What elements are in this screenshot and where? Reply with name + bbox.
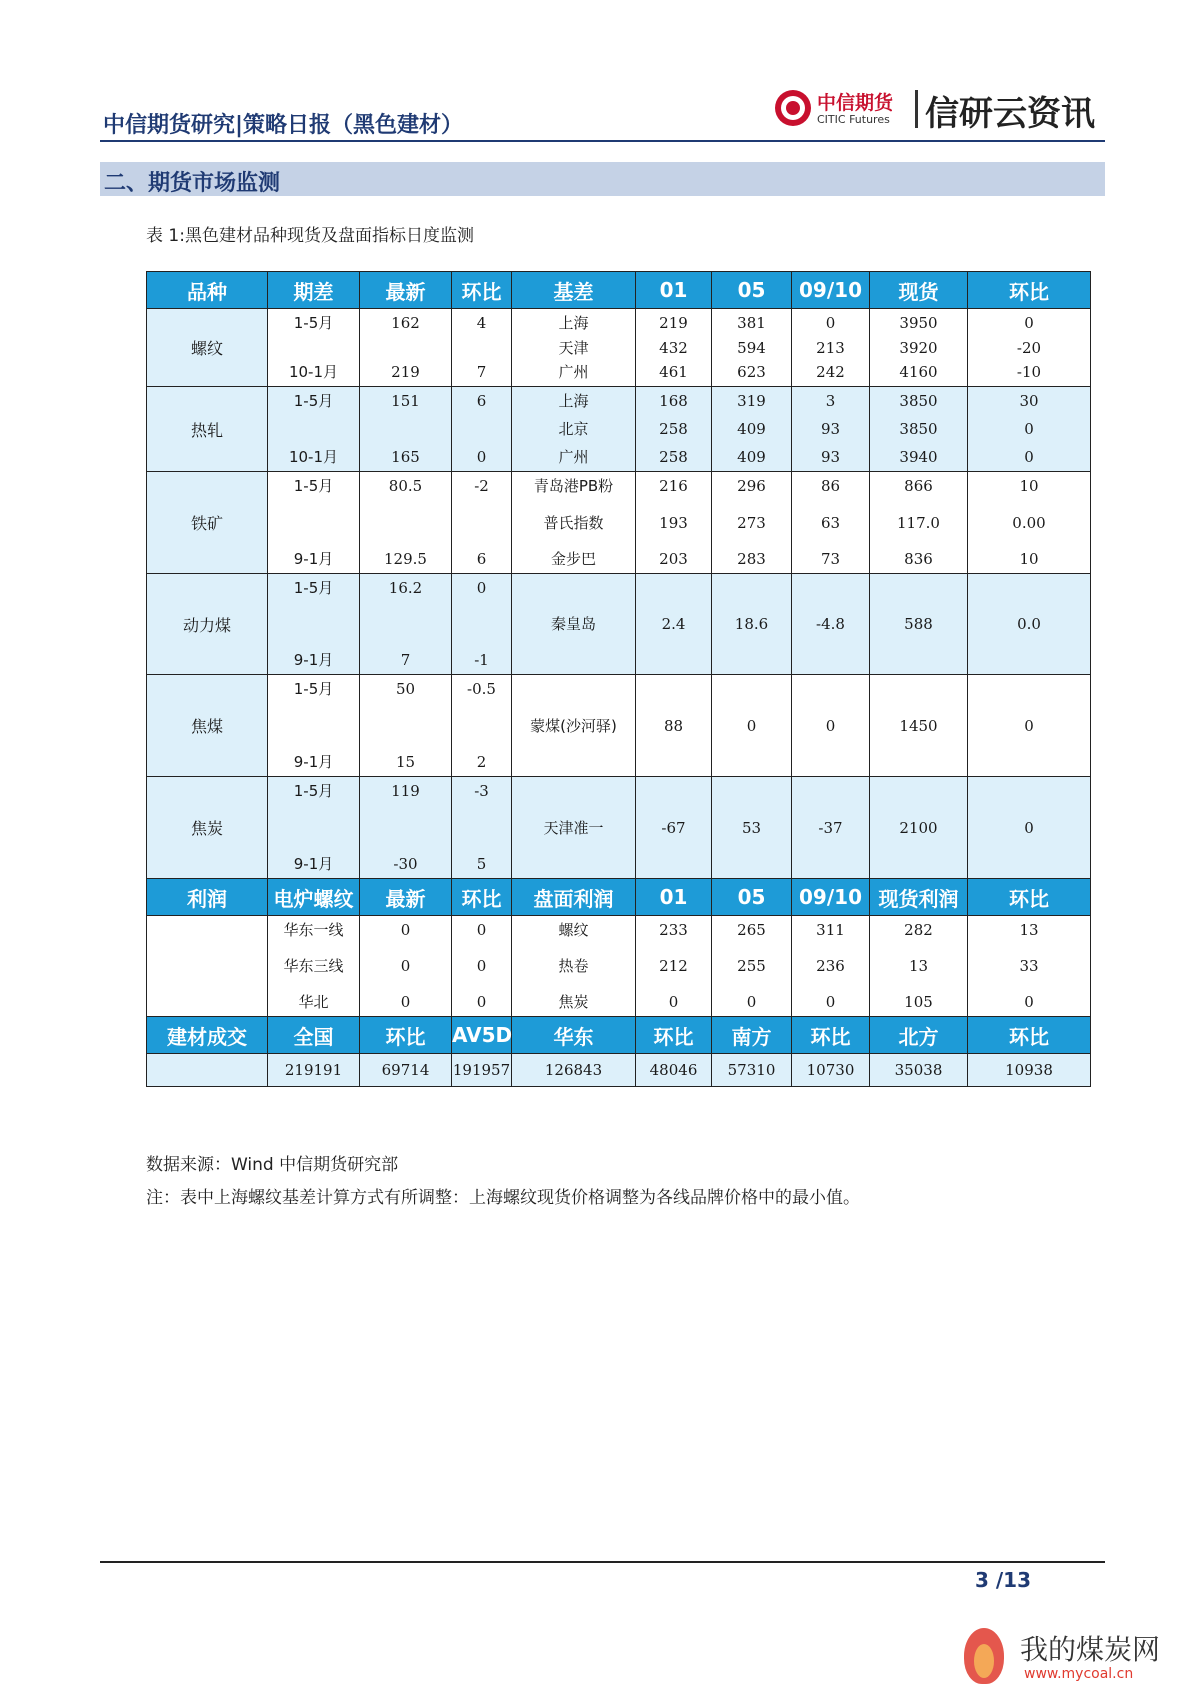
eaf-change-value: 0 xyxy=(476,993,487,1011)
spot-price-value: 3940 xyxy=(899,448,938,466)
spot-change-value: -10 xyxy=(1016,363,1042,381)
basis-location-value: 北京 xyxy=(558,420,589,438)
profit-header-row-cell: 利润 xyxy=(147,879,268,916)
basis-0910 xyxy=(792,777,870,879)
basis-01 xyxy=(636,574,712,675)
header-row-cell: 期差 xyxy=(268,272,360,309)
basis-01 xyxy=(636,472,712,574)
spread-latest xyxy=(360,675,452,777)
profit-blank xyxy=(147,916,268,1017)
volume-value xyxy=(147,1054,268,1087)
profit-product xyxy=(512,916,636,1017)
profit-01 xyxy=(636,916,712,1017)
spread-latest xyxy=(360,472,452,574)
spot-price-value: 588 xyxy=(904,615,933,633)
basis-01-value: 168 xyxy=(659,392,688,410)
spread-change xyxy=(452,675,512,777)
profit-product-value: 焦炭 xyxy=(558,993,589,1011)
table-note: 注：表中上海螺纹基差计算方式有所调整：上海螺纹现货价格调整为各线品牌价格中的最小值。 xyxy=(146,1188,860,1208)
spread-period xyxy=(268,574,360,675)
volume-value: 219191 xyxy=(268,1054,360,1087)
header-row-cell: 09/10 xyxy=(792,272,870,309)
watermark-cn: 我的煤炭网 xyxy=(1020,1633,1161,1666)
eaf-latest xyxy=(360,916,452,1017)
logo-divider xyxy=(915,90,918,128)
spot-change-value: 10 xyxy=(1019,477,1039,495)
basis-0910-value: 93 xyxy=(820,420,841,438)
table-caption: 表 1:黑色建材品种现货及盘面指标日度监测 xyxy=(146,226,474,246)
spread-period xyxy=(268,309,360,387)
spread-latest xyxy=(360,309,452,387)
spread-change-value: -0.5 xyxy=(467,680,496,698)
commodity-name: 焦煤 xyxy=(147,675,268,777)
basis-0910 xyxy=(792,675,870,777)
basis-05 xyxy=(712,472,792,574)
basis-01-value: 432 xyxy=(659,338,688,357)
spread-change-value: 2 xyxy=(476,753,487,771)
basis-05-value: 409 xyxy=(737,448,766,466)
eaf-change-value: 0 xyxy=(476,921,487,939)
eaf-change-value: 0 xyxy=(476,957,487,975)
profit-05-value: 255 xyxy=(737,957,766,975)
spot-profit-value: 105 xyxy=(904,993,933,1011)
volume-value: 10730 xyxy=(792,1054,870,1087)
volume-value: 126843 xyxy=(512,1054,636,1087)
basis-05-value: 409 xyxy=(737,420,766,438)
brand-name: 信研云资讯 xyxy=(925,94,1095,134)
spot-price-value: 3850 xyxy=(899,392,938,410)
spread-change xyxy=(452,777,512,879)
spread-change-value: 0 xyxy=(476,579,487,597)
spot-change xyxy=(968,777,1091,879)
monitor-table xyxy=(146,271,1091,1087)
basis-location-value: 天津准一 xyxy=(543,818,604,837)
spot-profit-change xyxy=(968,916,1091,1017)
basis-01-value: -67 xyxy=(661,818,686,837)
spread-period-value: 10-1月 xyxy=(288,448,339,466)
spot-change xyxy=(968,387,1091,472)
profit-0910-value: 0 xyxy=(825,993,836,1011)
spread-change xyxy=(452,574,512,675)
profit-01-value: 212 xyxy=(659,957,688,975)
basis-05-value: 381 xyxy=(737,314,766,332)
basis-01 xyxy=(636,387,712,472)
basis-location-value: 上海 xyxy=(558,392,589,410)
spread-change-value: 0 xyxy=(476,448,487,466)
volume-header-row-cell: 全国 xyxy=(268,1017,360,1054)
basis-05 xyxy=(712,309,792,387)
spread-latest xyxy=(360,574,452,675)
spread-change-value: 6 xyxy=(476,392,487,410)
spread-period-value: 10-1月 xyxy=(288,363,339,381)
spread-change-value: 6 xyxy=(476,550,487,568)
spot-change-value: 30 xyxy=(1019,392,1039,410)
eaf-line-value: 华东三线 xyxy=(283,957,344,975)
basis-location-value: 蒙煤(沙河驿) xyxy=(530,716,617,735)
spot-change xyxy=(968,574,1091,675)
spot-price xyxy=(870,472,968,574)
commodity-name: 热轧 xyxy=(147,387,268,472)
spread-period-value: 1-5月 xyxy=(293,477,334,495)
flame-icon xyxy=(964,1628,1004,1684)
spread-period-value: 9-1月 xyxy=(293,753,334,771)
spread-period-value: 1-5月 xyxy=(293,680,334,698)
eaf-latest-value: 0 xyxy=(400,993,411,1011)
basis-location-value: 上海 xyxy=(558,314,589,332)
volume-header-row xyxy=(147,1017,1091,1054)
spot-price-value: 117.0 xyxy=(897,513,940,532)
basis-location xyxy=(512,574,636,675)
basis-location-value: 广州 xyxy=(558,448,589,466)
spot-change xyxy=(968,309,1091,387)
commodity-name: 螺纹 xyxy=(147,309,268,387)
volume-header-row-cell: 环比 xyxy=(968,1017,1091,1054)
volume-header-row-cell: 环比 xyxy=(792,1017,870,1054)
header-row-cell: 01 xyxy=(636,272,712,309)
spot-price xyxy=(870,675,968,777)
basis-0910 xyxy=(792,472,870,574)
basis-0910 xyxy=(792,387,870,472)
spread-change-value: 4 xyxy=(476,314,487,332)
volume-header-row-cell: 南方 xyxy=(712,1017,792,1054)
volume-header-row-cell: 华东 xyxy=(512,1017,636,1054)
basis-location xyxy=(512,309,636,387)
spot-profit-change-value: 0 xyxy=(1024,993,1034,1011)
spread-period xyxy=(268,675,360,777)
header-rule xyxy=(100,140,1105,142)
commodity-name: 焦炭 xyxy=(147,777,268,879)
basis-01 xyxy=(636,777,712,879)
spot-price xyxy=(870,387,968,472)
spread-period-value: 1-5月 xyxy=(293,392,334,410)
commodity-name: 铁矿 xyxy=(147,472,268,574)
basis-01 xyxy=(636,675,712,777)
basis-0910-value: 86 xyxy=(820,477,841,495)
watermark-url: www.mycoal.cn xyxy=(1024,1666,1134,1682)
commodity-row xyxy=(147,574,1091,675)
basis-location xyxy=(512,472,636,574)
profit-header-row-cell: 01 xyxy=(636,879,712,916)
page-number: 3 /13 xyxy=(975,1568,1032,1592)
basis-location xyxy=(512,387,636,472)
basis-01-value: 203 xyxy=(659,550,688,568)
spot-price-value: 3950 xyxy=(899,314,938,332)
basis-0910-value: 93 xyxy=(820,448,841,466)
basis-location-value: 青岛港PB粉 xyxy=(533,477,614,495)
spot-price-value: 4160 xyxy=(899,363,938,381)
profit-header-row-cell: 现货利润 xyxy=(870,879,968,916)
volume-header-row-cell: AV5D xyxy=(452,1017,512,1054)
spread-period xyxy=(268,387,360,472)
spread-period xyxy=(268,777,360,879)
spread-latest-value: 162 xyxy=(391,314,420,332)
basis-05-value: 319 xyxy=(737,392,766,410)
volume-header-row-cell: 建材成交 xyxy=(147,1017,268,1054)
basis-0910-value: 242 xyxy=(816,363,845,381)
profit-header-row-cell: 电炉螺纹 xyxy=(268,879,360,916)
profit-header-row-cell: 05 xyxy=(712,879,792,916)
basis-location-value: 金步巴 xyxy=(550,550,596,568)
spread-latest-value: -30 xyxy=(393,855,418,873)
spot-profit-change-value: 13 xyxy=(1019,921,1039,939)
table-body xyxy=(147,272,1091,1087)
basis-0910-value: -4.8 xyxy=(816,615,845,633)
header-row-cell: 品种 xyxy=(147,272,268,309)
header-row-cell: 环比 xyxy=(968,272,1091,309)
basis-05 xyxy=(712,675,792,777)
basis-0910-value: 0 xyxy=(825,314,836,332)
basis-05 xyxy=(712,574,792,675)
spot-profit-value: 282 xyxy=(904,921,933,939)
commodity-row xyxy=(147,675,1091,777)
volume-value: 35038 xyxy=(870,1054,968,1087)
spread-period-value: 1-5月 xyxy=(293,579,334,597)
commodity-row xyxy=(147,309,1091,387)
basis-0910 xyxy=(792,574,870,675)
header-row-cell: 05 xyxy=(712,272,792,309)
spot-price-value: 866 xyxy=(904,477,933,495)
basis-05 xyxy=(712,387,792,472)
spot-change-value: 10 xyxy=(1019,550,1039,568)
spread-period-value: 9-1月 xyxy=(293,550,334,568)
spot-change xyxy=(968,675,1091,777)
profit-01-value: 233 xyxy=(659,921,688,939)
basis-location-value: 广州 xyxy=(558,363,589,381)
spread-latest xyxy=(360,387,452,472)
spot-profit xyxy=(870,916,968,1017)
spread-period xyxy=(268,472,360,574)
basis-01-value: 88 xyxy=(663,716,684,735)
profit-0910-value: 236 xyxy=(816,957,845,975)
spot-change-value: 0.00 xyxy=(1012,513,1046,532)
data-source: 数据来源：Wind 中信期货研究部 xyxy=(146,1155,399,1175)
header-row-cell: 环比 xyxy=(452,272,512,309)
volume-header-row-cell: 北方 xyxy=(870,1017,968,1054)
profit-header-row-cell: 环比 xyxy=(452,879,512,916)
volume-row xyxy=(147,1054,1091,1087)
basis-0910 xyxy=(792,309,870,387)
eaf-change xyxy=(452,916,512,1017)
volume-value: 57310 xyxy=(712,1054,792,1087)
basis-05 xyxy=(712,777,792,879)
spot-change-value: -20 xyxy=(1016,338,1042,357)
spread-latest-value: 151 xyxy=(391,392,420,410)
eaf-line-value: 华东一线 xyxy=(283,921,344,939)
spread-latest-value: 7 xyxy=(400,651,411,669)
basis-01-value: 216 xyxy=(659,477,688,495)
basis-05-value: 283 xyxy=(737,550,766,568)
basis-01-value: 193 xyxy=(659,513,688,532)
header-row-cell: 基差 xyxy=(512,272,636,309)
spread-change-value: -1 xyxy=(474,651,489,669)
spot-price-value: 2100 xyxy=(899,818,938,837)
profit-0910 xyxy=(792,916,870,1017)
basis-0910-value: 0 xyxy=(825,716,836,735)
spread-period-value: 1-5月 xyxy=(293,782,334,800)
volume-header-row-cell: 环比 xyxy=(360,1017,452,1054)
spot-price xyxy=(870,309,968,387)
spread-latest-value: 80.5 xyxy=(388,477,423,495)
spread-period-value: 9-1月 xyxy=(293,855,334,873)
profit-product-value: 热卷 xyxy=(558,957,589,975)
volume-value: 10938 xyxy=(968,1054,1091,1087)
profit-header-row-cell: 环比 xyxy=(968,879,1091,916)
volume-header-row-cell: 环比 xyxy=(636,1017,712,1054)
spread-change xyxy=(452,309,512,387)
spot-change-value: 0 xyxy=(1024,448,1034,466)
basis-01-value: 258 xyxy=(659,420,688,438)
spot-change-value: 0 xyxy=(1024,314,1034,332)
basis-05-value: 53 xyxy=(741,818,762,837)
spot-price-value: 3920 xyxy=(899,338,938,357)
spread-latest xyxy=(360,777,452,879)
basis-0910-value: 213 xyxy=(816,338,845,357)
spread-latest-value: 219 xyxy=(391,363,420,381)
logo-en: CITIC Futures xyxy=(817,113,890,126)
eaf-latest-value: 0 xyxy=(400,957,411,975)
spot-change-value: 0 xyxy=(1024,716,1034,735)
basis-05-value: 594 xyxy=(737,338,766,357)
profit-header-row-cell: 最新 xyxy=(360,879,452,916)
spread-latest-value: 16.2 xyxy=(388,579,423,597)
spread-latest-value: 129.5 xyxy=(384,550,427,568)
basis-location-value: 秦皇岛 xyxy=(550,615,596,633)
spread-latest-value: 50 xyxy=(395,680,416,698)
header-row-cell: 最新 xyxy=(360,272,452,309)
commodity-row xyxy=(147,777,1091,879)
spread-change xyxy=(452,472,512,574)
profit-header-row-cell: 盘面利润 xyxy=(512,879,636,916)
citic-emblem-icon xyxy=(775,90,811,126)
eaf-latest-value: 0 xyxy=(400,921,411,939)
header-row-cell: 现货 xyxy=(870,272,968,309)
report-title: 中信期货研究|策略日报（黑色建材） xyxy=(103,113,464,138)
basis-01 xyxy=(636,309,712,387)
profit-header-row-cell: 09/10 xyxy=(792,879,870,916)
spread-latest-value: 119 xyxy=(391,782,420,800)
volume-value: 69714 xyxy=(360,1054,452,1087)
basis-location xyxy=(512,675,636,777)
spot-change-value: 0 xyxy=(1024,818,1034,837)
citic-logo xyxy=(775,86,1105,136)
basis-01-value: 461 xyxy=(659,363,688,381)
commodity-name: 动力煤 xyxy=(147,574,268,675)
spot-price-value: 836 xyxy=(904,550,933,568)
basis-01-value: 219 xyxy=(659,314,688,332)
profit-05 xyxy=(712,916,792,1017)
basis-05-value: 273 xyxy=(737,513,766,532)
profit-product-value: 螺纹 xyxy=(558,921,589,939)
spread-change-value: -3 xyxy=(474,782,489,800)
commodity-row xyxy=(147,387,1091,472)
spot-profit-value: 13 xyxy=(908,957,929,975)
spread-change-value: 7 xyxy=(476,363,487,381)
spot-change-value: 0 xyxy=(1024,420,1034,438)
spot-profit-change-value: 33 xyxy=(1019,957,1039,975)
basis-location-value: 普氏指数 xyxy=(543,513,604,532)
eaf-line-value: 华北 xyxy=(298,993,329,1011)
profit-header-row xyxy=(147,879,1091,916)
spread-change xyxy=(452,387,512,472)
basis-01-value: 2.4 xyxy=(661,615,686,633)
spread-change-value: 5 xyxy=(476,855,487,873)
spread-latest-value: 165 xyxy=(391,448,420,466)
commodity-row xyxy=(147,472,1091,574)
volume-value: 191957 xyxy=(452,1054,512,1087)
spot-change-value: 0.0 xyxy=(1017,615,1041,633)
profit-05-value: 0 xyxy=(746,993,757,1011)
spot-price-value: 3850 xyxy=(899,420,938,438)
basis-0910-value: -37 xyxy=(818,818,843,837)
basis-0910-value: 3 xyxy=(825,392,836,410)
basis-05-value: 0 xyxy=(746,716,757,735)
basis-01-value: 258 xyxy=(659,448,688,466)
section-title: 二、期货市场监测 xyxy=(104,171,281,196)
basis-0910-value: 73 xyxy=(820,550,841,568)
profit-row xyxy=(147,916,1091,1017)
logo-cn: 中信期货 xyxy=(817,92,894,114)
header-row xyxy=(147,272,1091,309)
basis-0910-value: 63 xyxy=(820,513,841,532)
basis-05-value: 18.6 xyxy=(734,615,769,633)
spread-period-value: 1-5月 xyxy=(293,314,334,332)
spot-change xyxy=(968,472,1091,574)
basis-location-value: 天津 xyxy=(558,338,589,357)
volume-value: 48046 xyxy=(636,1054,712,1087)
spread-latest-value: 15 xyxy=(395,753,416,771)
profit-0910-value: 311 xyxy=(816,921,845,939)
basis-05-value: 296 xyxy=(737,477,766,495)
basis-05-value: 623 xyxy=(737,363,766,381)
profit-05-value: 265 xyxy=(737,921,766,939)
spot-price-value: 1450 xyxy=(899,716,938,735)
watermark xyxy=(958,1628,1188,1688)
profit-01-value: 0 xyxy=(668,993,679,1011)
spot-price xyxy=(870,777,968,879)
spot-price xyxy=(870,574,968,675)
eaf-line xyxy=(268,916,360,1017)
footer-rule xyxy=(100,1561,1105,1563)
basis-location xyxy=(512,777,636,879)
spread-period-value: 9-1月 xyxy=(293,651,334,669)
spread-change-value: -2 xyxy=(474,477,489,495)
